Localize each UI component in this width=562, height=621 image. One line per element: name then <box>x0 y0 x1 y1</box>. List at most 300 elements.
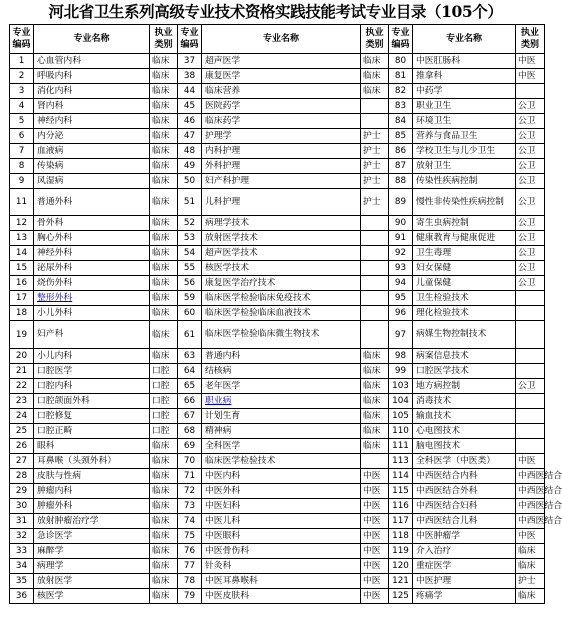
table-row <box>10 484 545 499</box>
specialty-code: 68 <box>178 424 202 439</box>
practice-type: 口腔 <box>150 424 178 439</box>
specialty-code: 104 <box>389 394 413 409</box>
specialty-code: 85 <box>389 129 413 144</box>
practice-type: 中西医结合 <box>516 514 545 529</box>
specialty-code: 49 <box>178 159 202 174</box>
specialty-name: 放射医学技术 <box>202 231 361 246</box>
practice-type <box>516 291 545 306</box>
specialty-code: 48 <box>178 144 202 159</box>
specialty-code: 6 <box>10 129 34 144</box>
specialty-code: 3 <box>10 84 34 99</box>
practice-type: 临床 <box>150 231 178 246</box>
practice-type <box>516 321 545 349</box>
specialty-name: 皮肤与性病 <box>34 469 150 484</box>
specialty-code: 67 <box>178 409 202 424</box>
table-row <box>10 54 545 69</box>
specialty-code: 74 <box>178 514 202 529</box>
table-row <box>10 321 545 349</box>
table-row <box>10 574 545 589</box>
specialty-name: 精神病 <box>202 424 361 439</box>
specialty-code: 121 <box>389 574 413 589</box>
specialty-code: 20 <box>10 349 34 364</box>
practice-type: 临床 <box>150 261 178 276</box>
specialty-code: 69 <box>178 439 202 454</box>
header-type: 执业类别 <box>150 25 178 54</box>
practice-type: 临床 <box>150 306 178 321</box>
specialty-name: 职业卫生 <box>413 99 516 114</box>
specialty-code: 25 <box>10 424 34 439</box>
specialty-name: 妇女保健 <box>413 261 516 276</box>
specialty-code: 120 <box>389 559 413 574</box>
specialty-code: 93 <box>389 261 413 276</box>
specialty-name: 眼科 <box>34 439 150 454</box>
specialty-name: 呼吸内科 <box>34 69 150 84</box>
table-row <box>10 159 545 174</box>
specialty-code: 79 <box>178 589 202 604</box>
header-type: 执业类别 <box>361 25 389 54</box>
practice-type: 临床 <box>516 559 545 574</box>
specialty-code: 55 <box>178 261 202 276</box>
specialty-name: 放射肿瘤治疗学 <box>34 514 150 529</box>
practice-type: 临床 <box>150 69 178 84</box>
specialty-code: 36 <box>10 589 34 604</box>
specialty-code: 21 <box>10 364 34 379</box>
specialty-name: 小儿内科 <box>34 349 150 364</box>
table-row <box>10 84 545 99</box>
specialty-code: 95 <box>389 291 413 306</box>
specialty-code: 27 <box>10 454 34 469</box>
practice-type: 临床 <box>150 589 178 604</box>
practice-type: 公卫 <box>516 174 545 189</box>
practice-type: 公卫 <box>516 159 545 174</box>
practice-type: 临床 <box>150 544 178 559</box>
specialty-name: 风湿病 <box>34 174 150 189</box>
specialty-code: 97 <box>389 321 413 349</box>
specialty-name: 临床医学检验临床血液技术 <box>202 306 361 321</box>
specialty-code: 31 <box>10 514 34 529</box>
specialty-code: 28 <box>10 469 34 484</box>
specialty-code: 113 <box>389 454 413 469</box>
specialty-code: 82 <box>389 84 413 99</box>
specialty-code: 35 <box>10 574 34 589</box>
specialty-code: 9 <box>10 174 34 189</box>
table-row <box>10 424 545 439</box>
practice-type: 护士 <box>361 174 389 189</box>
specialty-code: 33 <box>10 544 34 559</box>
specialty-name: 超声医学技术 <box>202 246 361 261</box>
specialty-name: 老年医学 <box>202 379 361 394</box>
specialty-code: 15 <box>10 261 34 276</box>
specialty-code: 23 <box>10 394 34 409</box>
practice-type: 临床 <box>150 484 178 499</box>
table-row <box>10 439 545 454</box>
specialty-name: 麻醉学 <box>34 544 150 559</box>
specialty-name: 传染病 <box>34 159 150 174</box>
specialty-name: 妇产科 <box>34 321 150 349</box>
practice-type: 临床 <box>150 246 178 261</box>
specialty-code: 92 <box>389 246 413 261</box>
specialty-name: 介入治疗 <box>413 544 516 559</box>
practice-type <box>361 291 389 306</box>
practice-type: 临床 <box>150 574 178 589</box>
specialty-code: 88 <box>389 174 413 189</box>
specialty-table <box>9 24 562 604</box>
header-code: 专业编码 <box>10 25 34 54</box>
specialty-name: 计划生育 <box>202 409 361 424</box>
table-row <box>10 306 545 321</box>
specialty-code: 8 <box>10 159 34 174</box>
specialty-name: 心血管内科 <box>34 54 150 69</box>
practice-type: 公卫 <box>516 379 545 394</box>
practice-type: 临床 <box>150 99 178 114</box>
specialty-name: 急诊医学 <box>34 529 150 544</box>
specialty-name: 神经外科 <box>34 246 150 261</box>
specialty-code: 22 <box>10 379 34 394</box>
specialty-code: 89 <box>389 189 413 216</box>
specialty-code: 94 <box>389 276 413 291</box>
specialty-name: 地方病控制 <box>413 379 516 394</box>
specialty-code: 114 <box>389 469 413 484</box>
practice-type: 临床 <box>361 394 389 409</box>
practice-type: 护士 <box>361 189 389 216</box>
header-code: 专业编码 <box>389 25 413 54</box>
header-row <box>10 25 545 54</box>
specialty-code: 76 <box>178 544 202 559</box>
practice-type: 中医 <box>516 529 545 544</box>
specialty-code: 7 <box>10 144 34 159</box>
specialty-name: 中医外科 <box>202 484 361 499</box>
specialty-name: 口腔内科 <box>34 379 150 394</box>
practice-type <box>361 454 389 469</box>
practice-type <box>361 306 389 321</box>
specialty-name: 中医内科 <box>202 469 361 484</box>
specialty-name: 骨外科 <box>34 216 150 231</box>
specialty-name: 中医耳鼻喉科 <box>202 574 361 589</box>
specialty-code: 115 <box>389 484 413 499</box>
specialty-code: 116 <box>389 499 413 514</box>
table-row <box>10 589 545 604</box>
specialty-name: 普通外科 <box>34 189 150 216</box>
specialty-name: 外科护理 <box>202 159 361 174</box>
table-row <box>10 514 545 529</box>
table-row <box>10 276 545 291</box>
specialty-code: 83 <box>389 99 413 114</box>
practice-type: 临床 <box>150 559 178 574</box>
practice-type: 临床 <box>361 54 389 69</box>
specialty-name: 中医儿科 <box>202 514 361 529</box>
specialty-name <box>34 291 150 306</box>
specialty-name: 临床医学检验技术 <box>202 454 361 469</box>
specialty-name: 肿瘤内科 <box>34 484 150 499</box>
specialty-name: 病理学技术 <box>202 216 361 231</box>
practice-type <box>361 231 389 246</box>
specialty-name: 中西医结合外科 <box>413 484 516 499</box>
practice-type <box>361 246 389 261</box>
practice-type: 临床 <box>361 84 389 99</box>
table-row <box>10 291 545 306</box>
table-row <box>10 216 545 231</box>
table-row <box>10 469 545 484</box>
specialty-name: 消毒技术 <box>413 394 516 409</box>
practice-type: 中医 <box>361 484 389 499</box>
specialty-name: 中西医结合妇科 <box>413 499 516 514</box>
specialty-name: 寄生虫病控制 <box>413 216 516 231</box>
specialty-code: 78 <box>178 574 202 589</box>
practice-type: 临床 <box>150 439 178 454</box>
specialty-code: 44 <box>178 84 202 99</box>
specialty-name: 口腔医学技术 <box>413 364 516 379</box>
specialty-name: 重症医学 <box>413 559 516 574</box>
practice-type <box>516 409 545 424</box>
practice-type: 临床 <box>150 321 178 349</box>
specialty-code: 16 <box>10 276 34 291</box>
practice-type: 临床 <box>361 379 389 394</box>
practice-type: 临床 <box>361 69 389 84</box>
table-row <box>10 246 545 261</box>
specialty-code: 14 <box>10 246 34 261</box>
specialty-code: 37 <box>178 54 202 69</box>
practice-type: 公卫 <box>516 129 545 144</box>
practice-type: 公卫 <box>516 276 545 291</box>
specialty-name: 传染性疾病控制 <box>413 174 516 189</box>
practice-type: 临床 <box>150 216 178 231</box>
specialty-name: 病案信息技术 <box>413 349 516 364</box>
header-name: 专业名称 <box>34 25 150 54</box>
specialty-code: 11 <box>10 189 34 216</box>
specialty-name: 慢性非传染性疾病控制 <box>413 189 516 216</box>
practice-type: 临床 <box>150 349 178 364</box>
specialty-code: 111 <box>389 439 413 454</box>
table-row <box>10 144 545 159</box>
specialty-name: 口腔正畸 <box>34 424 150 439</box>
specialty-code: 19 <box>10 321 34 349</box>
specialty-code: 45 <box>178 99 202 114</box>
practice-type: 中医 <box>361 574 389 589</box>
specialty-name: 普通内科 <box>202 349 361 364</box>
specialty-code: 81 <box>389 69 413 84</box>
specialty-code: 56 <box>178 276 202 291</box>
specialty-code: 110 <box>389 424 413 439</box>
practice-type: 口腔 <box>150 379 178 394</box>
specialty-name: 中医肛肠科 <box>413 54 516 69</box>
practice-type: 临床 <box>150 114 178 129</box>
practice-type: 公卫 <box>516 114 545 129</box>
specialty-name: 营养与食品卫生 <box>413 129 516 144</box>
practice-type: 临床 <box>150 454 178 469</box>
practice-type: 临床 <box>150 469 178 484</box>
page-title: 河北省卫生系列高级专业技术资格实践技能考试专业目录（105个） <box>48 2 503 21</box>
practice-type <box>361 261 389 276</box>
specialty-code: 84 <box>389 114 413 129</box>
table-row <box>10 559 545 574</box>
table-row <box>10 379 545 394</box>
specialty-code: 119 <box>389 544 413 559</box>
practice-type: 临床 <box>150 514 178 529</box>
specialty-code: 53 <box>178 231 202 246</box>
specialty-name: 中西医结合儿科 <box>413 514 516 529</box>
practice-type <box>361 321 389 349</box>
specialty-code: 64 <box>178 364 202 379</box>
practice-type: 临床 <box>361 439 389 454</box>
specialty-name: 护理学 <box>202 129 361 144</box>
specialty-name: 针灸科 <box>202 559 361 574</box>
practice-type: 护士 <box>361 129 389 144</box>
practice-type: 公卫 <box>516 99 545 114</box>
specialty-code: 71 <box>178 469 202 484</box>
practice-type: 中西医结合 <box>516 484 545 499</box>
table-row <box>10 349 545 364</box>
specialty-name: 胸心外科 <box>34 231 150 246</box>
practice-type: 临床 <box>361 424 389 439</box>
specialty-name <box>202 394 361 409</box>
specialty-name: 神经内科 <box>34 114 150 129</box>
practice-type: 中医 <box>361 499 389 514</box>
specialty-name: 环境卫生 <box>413 114 516 129</box>
specialty-name: 理化检验技术 <box>413 306 516 321</box>
table-row <box>10 69 545 84</box>
practice-type: 中医 <box>361 559 389 574</box>
specialty-code: 60 <box>178 306 202 321</box>
specialty-name: 卫生检验技术 <box>413 291 516 306</box>
specialty-name: 消化内科 <box>34 84 150 99</box>
practice-type: 临床 <box>150 129 178 144</box>
specialty-name: 结核病 <box>202 364 361 379</box>
specialty-code: 99 <box>389 364 413 379</box>
specialty-name: 放射医学 <box>34 574 150 589</box>
specialty-code: 51 <box>178 189 202 216</box>
table-row <box>10 409 545 424</box>
specialty-name: 超声医学 <box>202 54 361 69</box>
practice-type: 公卫 <box>516 246 545 261</box>
specialty-code: 32 <box>10 529 34 544</box>
practice-type: 公卫 <box>516 216 545 231</box>
table-row <box>10 364 545 379</box>
practice-type: 临床 <box>361 364 389 379</box>
specialty-name: 儿童保健 <box>413 276 516 291</box>
specialty-name: 病理学 <box>34 559 150 574</box>
practice-type: 临床 <box>361 349 389 364</box>
specialty-code: 17 <box>10 291 34 306</box>
specialty-code: 87 <box>389 159 413 174</box>
specialty-code: 34 <box>10 559 34 574</box>
practice-type <box>516 364 545 379</box>
specialty-code: 70 <box>178 454 202 469</box>
specialty-name: 耳鼻喉（头颈外科） <box>34 454 150 469</box>
specialty-code: 98 <box>389 349 413 364</box>
practice-type: 临床 <box>150 291 178 306</box>
practice-type: 临床 <box>150 159 178 174</box>
practice-type: 口腔 <box>150 409 178 424</box>
practice-type: 中西医结合 <box>516 469 545 484</box>
table-row <box>10 544 545 559</box>
practice-type: 护士 <box>361 159 389 174</box>
practice-type <box>516 84 545 99</box>
specialty-code: 18 <box>10 306 34 321</box>
specialty-name: 病媒生物控制技术 <box>413 321 516 349</box>
specialty-name: 中医妇科 <box>202 499 361 514</box>
specialty-code: 73 <box>178 499 202 514</box>
specialty-code: 86 <box>389 144 413 159</box>
specialty-name: 妇产科护理 <box>202 174 361 189</box>
specialty-name: 中西医结合内科 <box>413 469 516 484</box>
specialty-code: 125 <box>389 589 413 604</box>
specialty-name: 中医皮肤科 <box>202 589 361 604</box>
practice-type: 临床 <box>150 499 178 514</box>
practice-type <box>516 394 545 409</box>
practice-type: 公卫 <box>516 189 545 216</box>
specialty-code: 103 <box>389 379 413 394</box>
table-row <box>10 454 545 469</box>
practice-type: 口腔 <box>150 364 178 379</box>
specialty-name: 卫生毒理 <box>413 246 516 261</box>
specialty-name: 放射卫生 <box>413 159 516 174</box>
practice-type: 中医 <box>361 529 389 544</box>
specialty-code: 38 <box>178 69 202 84</box>
practice-type: 中医 <box>361 589 389 604</box>
practice-type: 临床 <box>150 54 178 69</box>
practice-type: 公卫 <box>516 231 545 246</box>
specialty-code: 63 <box>178 349 202 364</box>
specialty-name: 口腔修复 <box>34 409 150 424</box>
specialty-name: 临床医学检验临床微生物技术 <box>202 321 361 349</box>
specialty-code: 75 <box>178 529 202 544</box>
header-code: 专业编码 <box>178 25 202 54</box>
practice-type: 临床 <box>150 144 178 159</box>
table-row <box>10 529 545 544</box>
practice-type: 中医 <box>516 54 545 69</box>
specialty-name: 临床营养 <box>202 84 361 99</box>
table-row <box>10 114 545 129</box>
practice-type <box>516 306 545 321</box>
specialty-code: 52 <box>178 216 202 231</box>
specialty-code: 24 <box>10 409 34 424</box>
practice-type: 中医 <box>516 69 545 84</box>
specialty-code: 47 <box>178 129 202 144</box>
specialty-code: 59 <box>178 291 202 306</box>
specialty-code: 26 <box>10 439 34 454</box>
specialty-name: 临床医学检验临床免疫技术 <box>202 291 361 306</box>
practice-type <box>516 349 545 364</box>
specialty-code: 118 <box>389 529 413 544</box>
specialty-name: 血液病 <box>34 144 150 159</box>
specialty-code: 105 <box>389 409 413 424</box>
practice-type: 临床 <box>361 409 389 424</box>
practice-type: 中西医结合 <box>516 499 545 514</box>
specialty-code: 4 <box>10 99 34 114</box>
specialty-code: 13 <box>10 231 34 246</box>
specialty-code: 117 <box>389 514 413 529</box>
practice-type: 中医 <box>361 514 389 529</box>
specialty-name: 健康教育与健康促进 <box>413 231 516 246</box>
practice-type <box>516 439 545 454</box>
specialty-name: 核医学 <box>34 589 150 604</box>
specialty-link[interactable]: 职业病 <box>205 396 232 406</box>
specialty-name: 中医眼科 <box>202 529 361 544</box>
practice-type <box>361 276 389 291</box>
header-name: 专业名称 <box>202 25 361 54</box>
specialty-name: 内分泌 <box>34 129 150 144</box>
practice-type: 中医 <box>361 469 389 484</box>
practice-type: 临床 <box>516 544 545 559</box>
specialty-code: 66 <box>178 394 202 409</box>
specialty-code: 50 <box>178 174 202 189</box>
specialty-link[interactable]: 整形外科 <box>37 293 73 303</box>
specialty-name: 小儿外科 <box>34 306 150 321</box>
specialty-name: 医院药学 <box>202 99 361 114</box>
specialty-name: 烧伤外科 <box>34 276 150 291</box>
table-row <box>10 261 545 276</box>
specialty-code: 30 <box>10 499 34 514</box>
